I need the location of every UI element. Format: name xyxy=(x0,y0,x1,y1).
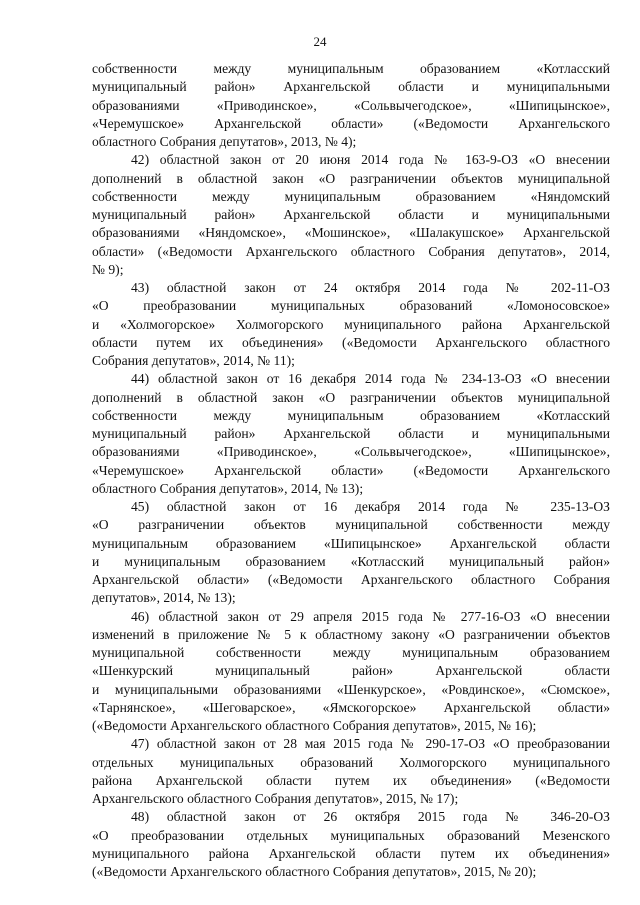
text-line: и муниципальными образованиями «Шенкурское», «Ровдинское», «Сюмское», xyxy=(92,681,610,697)
text-line: муниципальный район» Архангельской области и муниципальными xyxy=(92,207,610,222)
text-line: муниципального района Архангельской области путем их объединения» xyxy=(92,845,610,861)
text-line: («Ведомости Архангельского областного Собрания депутатов», 2015, № 20); xyxy=(92,864,537,879)
text-line: муниципальной собственности между муниципальным образованием xyxy=(92,645,610,660)
paragraph xyxy=(92,498,610,608)
paragraph xyxy=(92,608,610,736)
paragraph xyxy=(92,151,610,279)
text-line: образованиями «Приводинское», «Сольвычегодское», «Шипицынское», xyxy=(92,444,610,460)
paragraph xyxy=(92,279,610,370)
text-line: области» («Ведомости Архангельского областного Собрания депутатов», 2014, xyxy=(92,243,610,259)
text-line: муниципальный район» Архангельской области и муниципальными xyxy=(92,79,610,95)
paragraph xyxy=(92,735,610,808)
text-line: и «Холмогорское» Холмогорского муниципального района Архангельской xyxy=(92,316,610,332)
text-line: 43) областной закон от 24 октября 2014 года № 202-11-ОЗ xyxy=(131,280,610,295)
text-line: изменений в приложение № 5 к областному закону «О разграничении объектов xyxy=(92,626,610,642)
text-line: «Черемушское» Архангельской области» («Ведомости Архангельского xyxy=(92,462,610,478)
document-body xyxy=(92,60,610,881)
text-line: Архангельской области» («Ведомости Архангельского областного Собрания xyxy=(92,572,610,587)
text-line: дополнений в областной закон «О разграничении объектов муниципальной xyxy=(92,170,610,186)
text-line: 48) областной закон от 26 октября 2015 года № 346-20-ОЗ xyxy=(131,809,610,825)
text-line: области путем их объединения» («Ведомости Архангельского областного xyxy=(92,334,610,350)
text-line: «О преобразовании муниципальных образований «Ломоносовское» xyxy=(92,298,610,314)
text-line: муниципальный район» Архангельской области и муниципальными xyxy=(92,426,610,441)
text-line: 47) областной закон от 28 мая 2015 года № 290-17-ОЗ «О преобразовании xyxy=(131,736,610,752)
paragraph xyxy=(92,808,610,881)
paragraph xyxy=(92,370,610,498)
text-line: Архангельского областного Собрания депутатов», 2015, № 17); xyxy=(92,791,459,806)
text-line: собственности между муниципальным образованием «Котласский xyxy=(92,407,610,423)
paragraph xyxy=(92,60,610,151)
text-line: собственности между муниципальным образованием «Няндомский xyxy=(92,188,610,204)
text-line: муниципальным образованием «Шипицынское» Архангельской области xyxy=(92,535,610,551)
text-line: района Архангельской области путем их объединения» («Ведомости xyxy=(92,772,610,788)
text-line: 45) областной закон от 16 декабря 2014 года № 235-13-ОЗ xyxy=(131,499,610,514)
text-line: 46) областной закон от 29 апреля 2015 года № 277-16-ОЗ «О внесении xyxy=(131,608,610,624)
text-line: образованиями «Приводинское», «Сольвычегодское», «Шипицынское», xyxy=(92,97,610,113)
text-line: «О разграничении объектов муниципальной собственности между xyxy=(92,517,610,533)
text-line: «Тарнянское», «Шеговарское», «Ямскогорское» Архангельской области» xyxy=(92,699,610,715)
text-line: «Шенкурский муниципальный район» Архангельской области xyxy=(92,663,610,679)
text-line: «Черемушское» Архангельской области» («Ведомости Архангельского xyxy=(92,115,610,131)
text-line: № 9); xyxy=(92,261,124,277)
text-line: образованиями «Няндомское», «Мошинское», «Шалакушское» Архангельской xyxy=(92,225,610,241)
text-line: «О преобразовании отдельных муниципальных образований Мезенского xyxy=(92,827,610,843)
text-line: дополнений в областной закон «О разграничении объектов муниципальной xyxy=(92,389,610,405)
text-line: областного Собрания депутатов», 2013, № 4); xyxy=(92,134,357,149)
text-line: 42) областной закон от 20 июня 2014 года № 163-9-ОЗ «О внесении xyxy=(131,152,610,168)
text-line: («Ведомости Архангельского областного Собрания депутатов», 2015, № 16); xyxy=(92,718,537,733)
text-line: отдельных муниципальных образований Холмогорского муниципального xyxy=(92,754,610,770)
text-line: депутатов», 2014, № 13); xyxy=(92,590,236,606)
text-line: и муниципальным образованием «Котласский муниципальный район» xyxy=(92,553,610,569)
text-line: 44) областной закон от 16 декабря 2014 года № 234-13-ОЗ «О внесении xyxy=(131,371,610,387)
text-line: собственности между муниципальным образованием «Котласский xyxy=(92,61,610,76)
page-number: 24 xyxy=(313,34,327,49)
text-line: областного Собрания депутатов», 2014, № 13); xyxy=(92,480,364,496)
text-line: Собрания депутатов», 2014, № 11); xyxy=(92,353,295,368)
